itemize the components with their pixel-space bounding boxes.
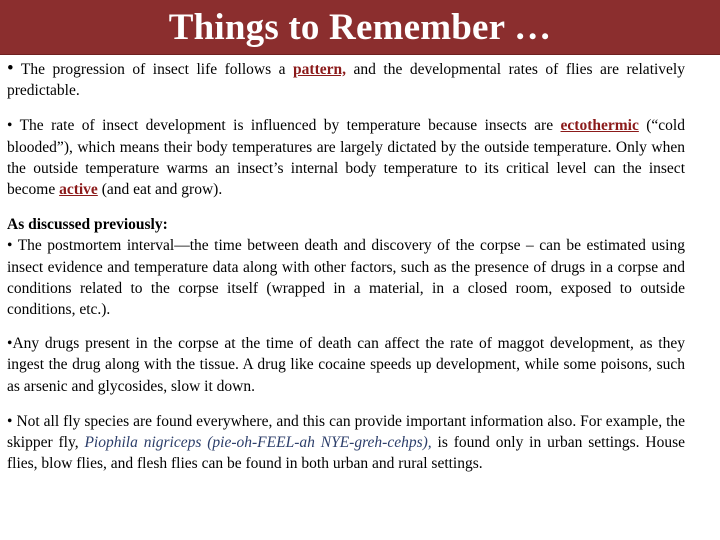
keyword-pattern: pattern,: [293, 61, 346, 78]
species-name: Piophila nigriceps (pie-oh-FEEL-ah NYE-greh-cehps),: [84, 434, 432, 452]
keyword-active: active: [59, 181, 98, 199]
text: The postmortem interval—the time between death and discovery of the corpse – can be estimated using insect evidence and temperature data along with other factors, such as the presence of drugs in a corpse and conditions related to the corpse itself (wrapped in a material, in a closed room, exposed to outside conditions, etc.).: [7, 237, 685, 319]
text: is found only in urban settings. House flies, blow flies, and flesh flies can be found in both urban and rural settings.: [7, 434, 685, 473]
paragraph-fly-species: [7, 411, 685, 475]
bullet: •: [7, 335, 13, 353]
text: (and eat and grow).: [97, 181, 223, 199]
slide-title: Things to Remember …: [168, 6, 552, 48]
text: Any drugs present in the corpse at the time of death can affect the rate of maggot development, as they ingest the drug along with the tissue. A drug like cocaine speeds up development, while some poisons, such as arsenic and glycosides, slow it down.: [7, 335, 685, 395]
paragraph-drugs: [7, 333, 685, 397]
text: (“cold blooded”), which means their body temperatures are largely dictated by the outside temperature. Only when the outside temperature warms an insect’s internal body temperature to its critical level can the insect become: [7, 117, 685, 199]
text: The rate of insect development is influenced by temperature because insects are: [19, 117, 561, 135]
paragraph-postmortem: [7, 214, 685, 320]
text: Not all fly species are found everywhere, and this can provide important information also. For example, the skipper fly,: [7, 412, 686, 452]
keyword-ectothermic: ectothermic: [560, 117, 639, 135]
bullet: •: [7, 237, 13, 255]
section-heading: As discussed previously:: [7, 216, 168, 234]
paragraph-pattern: [7, 58, 685, 101]
paragraph-temperature: [7, 115, 685, 200]
slide-body: [7, 58, 685, 474]
bullet: •: [7, 412, 13, 430]
bullet: •: [7, 58, 14, 79]
text: and the developmental rates of flies are relatively predictable.: [7, 61, 685, 100]
bullet: •: [7, 117, 13, 135]
text: The progression of insect life follows a: [20, 61, 294, 78]
title-bar: [0, 0, 720, 55]
